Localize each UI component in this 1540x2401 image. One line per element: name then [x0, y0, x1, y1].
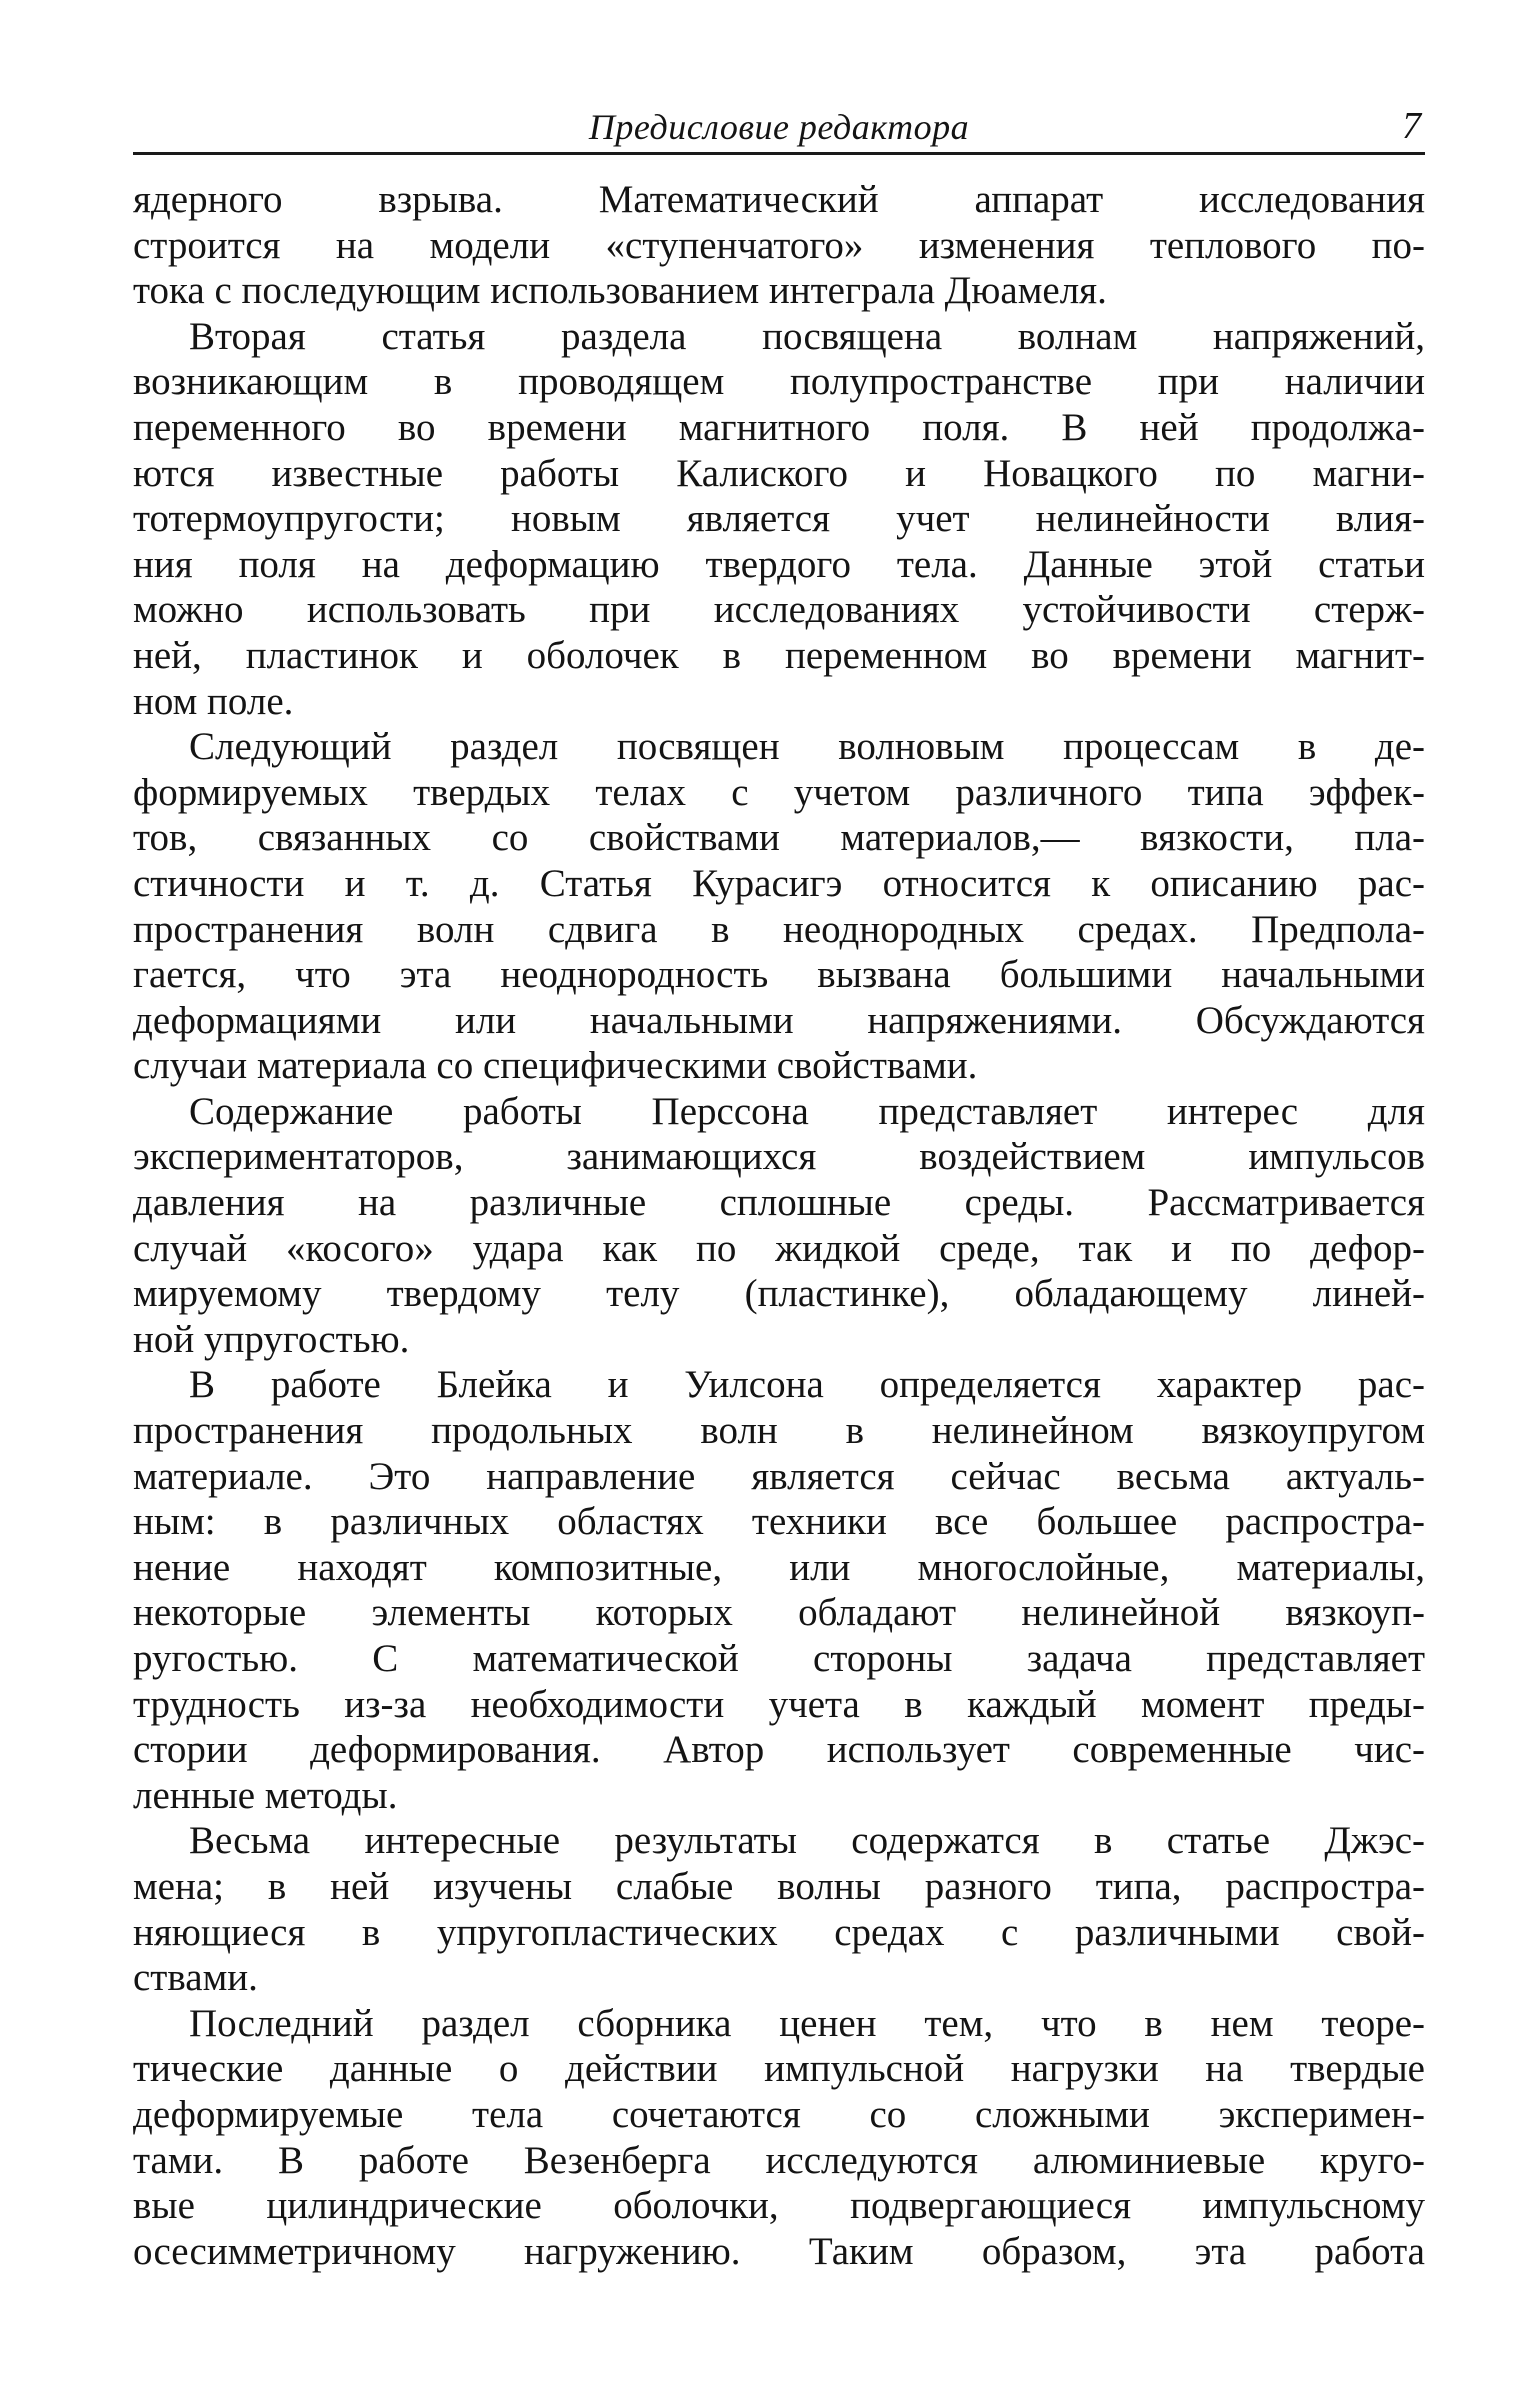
text-line: случай «косого» удара как по жидкой среде, так и по дефор- — [133, 1226, 1425, 1270]
text-line: В работе Блейка и Уилсона определяется характер рас- — [189, 1363, 1425, 1407]
text-line: переменного во времени магнитного поля. В ней продолжа- — [133, 405, 1425, 449]
text-line: тов, связанных со свойствами материалов,— вязкости, пла- — [133, 816, 1425, 860]
text-line: ной упругостью. — [133, 1317, 410, 1361]
text-line: стории деформирования. Автор использует современные чис- — [133, 1728, 1425, 1772]
text-line: деформируемые тела сочетаются со сложными эксперимен- — [133, 2092, 1425, 2136]
text-line: ствами. — [133, 1956, 258, 2000]
text-line: Вторая статья раздела посвящена волнам напряжений, — [189, 314, 1425, 358]
text-line: вые цилиндрические оболочки, подвергающиеся импульсному — [133, 2184, 1425, 2228]
paragraph — [133, 314, 1425, 724]
text-line: трудность из-за необходимости учета в каждый момент преды- — [133, 1682, 1425, 1726]
text-line: гается, что эта неоднородность вызвана большими начальными — [133, 953, 1425, 997]
running-header — [133, 100, 1425, 155]
text-line: некоторые элементы которых обладают нелинейной вязкоуп- — [133, 1591, 1425, 1635]
text-line: мируемому твердому телу (пластинке), обладающему линей- — [133, 1272, 1425, 1316]
paragraph — [133, 1089, 1425, 1363]
text-line: Последний раздел сборника ценен тем, что в нем теоре- — [189, 2001, 1425, 2045]
text-line: мена; в ней изучены слабые волны разного типа, распростра- — [133, 1864, 1425, 1908]
page-number: 7 — [1402, 105, 1421, 147]
text-line: тотермоупругости; новым является учет нелинейности влия- — [133, 497, 1425, 541]
book-page — [133, 100, 1425, 2274]
text-line: пространения волн сдвига в неоднородных средах. Предпола- — [133, 907, 1425, 951]
text-line: стичности и т. д. Статья Курасигэ относится к описанию рас- — [133, 861, 1425, 905]
text-line: возникающим в проводящем полупространстве при наличии — [133, 360, 1425, 404]
text-line: тами. В работе Везенберга исследуются алюминиевые круго- — [133, 2138, 1425, 2182]
paragraph — [133, 177, 1425, 314]
text-line: можно использовать при исследованиях устойчивости стерж- — [133, 588, 1425, 632]
text-line: осесимметричному нагружению. Таким образом, эта работа — [133, 2229, 1425, 2273]
text-line: тические данные о действии импульсной нагрузки на твердые — [133, 2047, 1425, 2091]
text-line: нение находят композитные, или многослойные, материалы, — [133, 1545, 1425, 1589]
text-line: Содержание работы Перссона представляет интерес для — [189, 1089, 1425, 1133]
text-line: деформациями или начальными напряжениями. Обсуждаются — [133, 998, 1425, 1042]
text-line: няющиеся в упругопластических средах с различными свой- — [133, 1910, 1425, 1954]
text-line: Следующий раздел посвящен волновым процессам в де- — [189, 725, 1425, 769]
text-line: ней, пластинок и оболочек в переменном во времени магнит- — [133, 633, 1425, 677]
text-line: ленные методы. — [133, 1773, 398, 1817]
text-line: ным: в различных областях техники все большее распростра- — [133, 1500, 1425, 1544]
paragraph — [133, 724, 1425, 1089]
text-line: ном поле. — [133, 679, 294, 723]
paragraph — [133, 1818, 1425, 2000]
text-line: тока с последующим использованием интеграла Дюамеля. — [133, 269, 1107, 313]
text-line: строится на модели «ступенчатого» изменения теплового по- — [133, 223, 1425, 267]
text-line: экспериментаторов, занимающихся воздействием импульсов — [133, 1135, 1425, 1179]
text-line: ются известные работы Калиского и Новацкого по магни- — [133, 451, 1425, 495]
text-line: ругостью. С математической стороны задача представляет — [133, 1637, 1425, 1680]
paragraph — [133, 1362, 1425, 1818]
paragraph — [133, 2001, 1425, 2275]
text-line: пространения продольных волн в нелинейном вязкоупругом — [133, 1409, 1425, 1453]
text-line: ядерного взрыва. Математический аппарат исследования — [133, 178, 1425, 221]
text-line: ния поля на деформацию твердого тела. Данные этой статьи — [133, 542, 1425, 586]
running-title: Предисловие редактора — [588, 107, 970, 147]
text-line: формируемых твердых телах с учетом различного типа эффек- — [133, 770, 1425, 814]
text-line: Весьма интересные результаты содержатся в статье Джэс- — [189, 1819, 1425, 1863]
body-text — [133, 177, 1425, 2274]
text-line: случаи материала со специфическими свойствами. — [133, 1044, 978, 1088]
text-line: давления на различные сплошные среды. Рассматривается — [133, 1181, 1425, 1225]
text-line: материале. Это направление является сейчас весьма актуаль- — [133, 1454, 1425, 1498]
